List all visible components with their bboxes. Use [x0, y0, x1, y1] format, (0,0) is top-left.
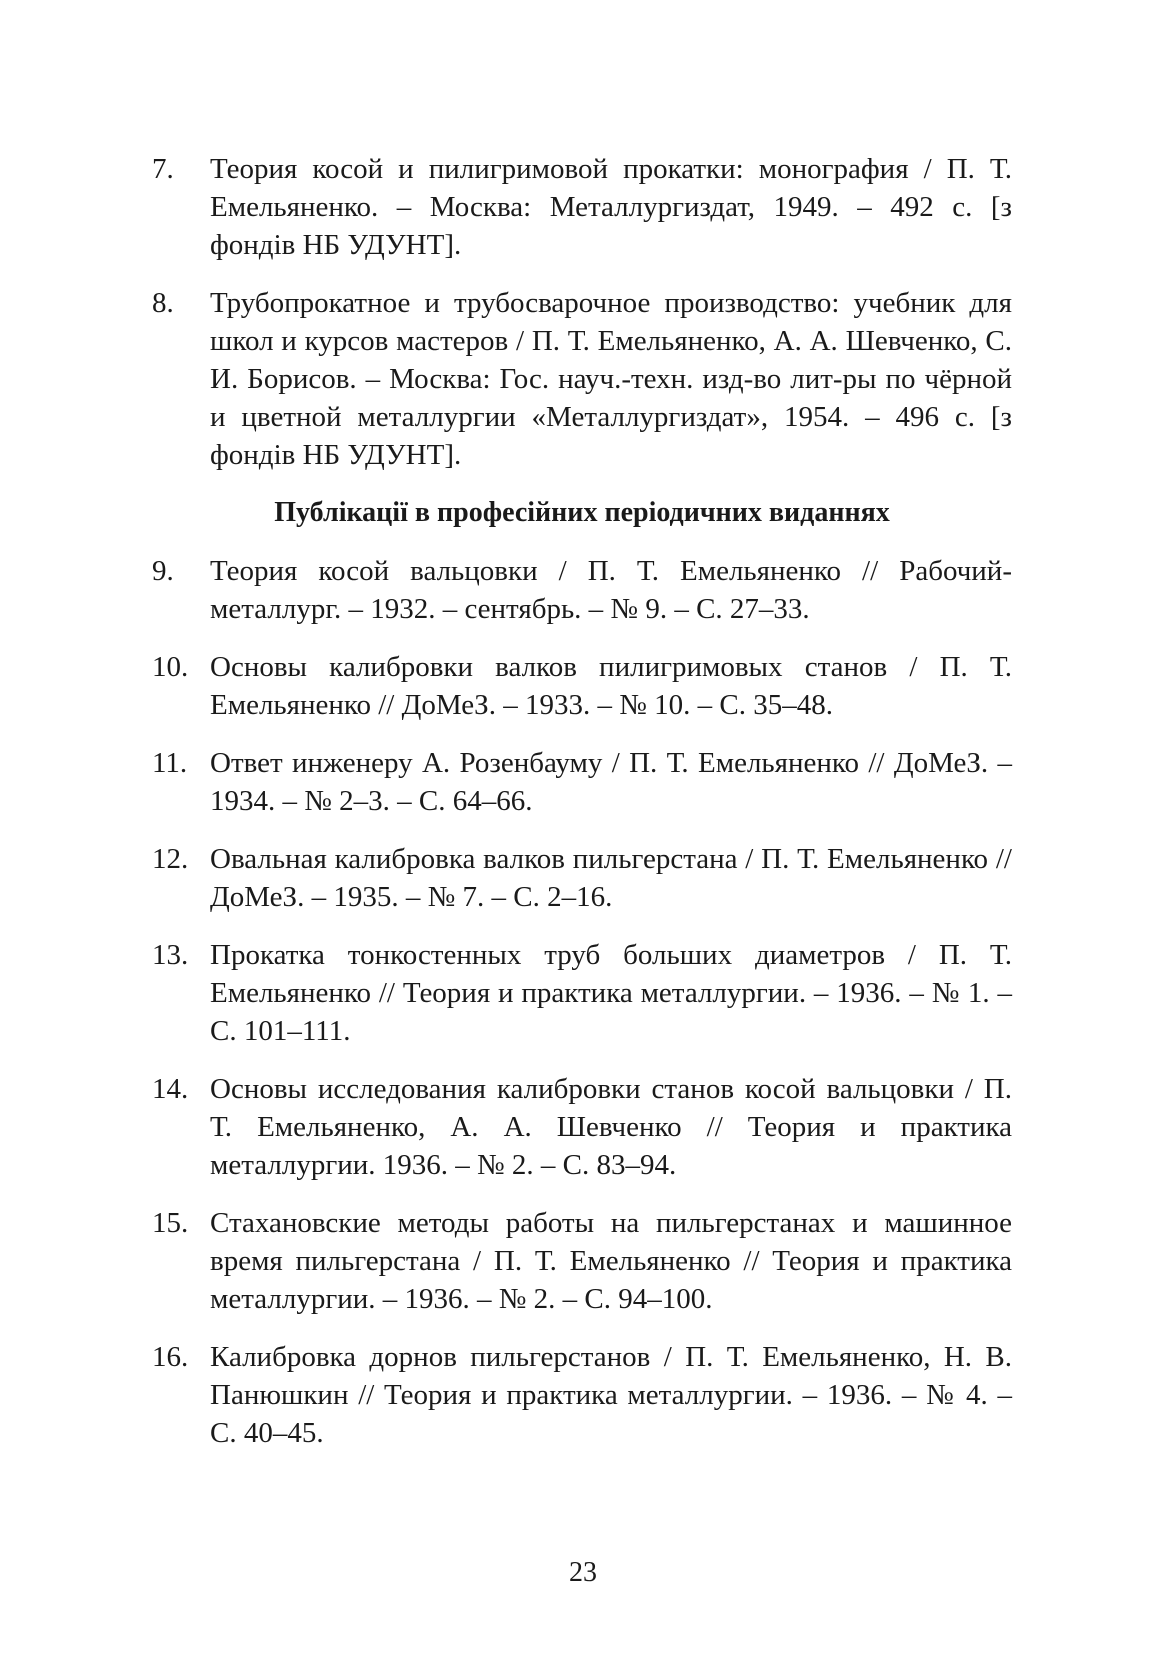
list-item [152, 840, 1012, 916]
bibliography-list-periodicals [152, 552, 1012, 1452]
list-item [152, 552, 1012, 628]
page-number: 23 [569, 1557, 597, 1588]
entry-text: Стахановские методы работы на пильгерстанах и машинное время пильгерстана / П. Т. Емельяненко // Теория и практика металлургии. – 1936. – № 2. – С. 94–100. [210, 1207, 1012, 1315]
list-item [152, 284, 1012, 474]
entry-number: 11. [152, 747, 188, 779]
entry-text: Прокатка тонкостенных труб больших диаметров / П. Т. Емельяненко // Теория и практика металлургии. – 1936. – № 1. – С. 101–111. [210, 939, 1012, 1047]
list-item [152, 1338, 1012, 1452]
entry-text: Теория косой и пилигримовой прокатки: монография / П. Т. Емельяненко. – Москва: Металлургиздат, 1949. – 492 с. [з фондів НБ УДУНТ]. [210, 153, 1012, 261]
section-heading: Публікації в професійних періодичних виданнях [274, 497, 890, 528]
entry-number: 16. [152, 1341, 189, 1373]
entry-text: Теория косой вальцовки / П. Т. Емельяненко // Рабочий-металлург. – 1932. – сентябрь. – № 9. – С. 27–33. [210, 555, 1012, 625]
list-item [152, 744, 1012, 820]
entry-text: Основы калибровки валков пилигримовых станов / П. Т. Емельяненко // ДоМеЗ. – 1933. – № 10. – С. 35–48. [210, 651, 1012, 721]
entry-number: 8. [152, 287, 174, 319]
list-item [152, 648, 1012, 724]
entry-number: 14. [152, 1073, 189, 1105]
entry-text: Трубопрокатное и трубосварочное производство: учебник для школ и курсов мастеров / П. Т. Емельяненко, А. А. Шевченко, С. И. Борисов. – Москва: Гос. науч.-техн. изд-во лит-ры по чёрной и цветной металлургии «Металлургиздат», 1954. – 496 с. [з фондів НБ УДУНТ]. [210, 287, 1012, 471]
list-item [152, 1070, 1012, 1184]
document-page [152, 150, 1012, 1472]
bibliography-list-top [152, 150, 1012, 474]
entry-text: Ответ инженеру А. Розенбауму / П. Т. Емельяненко // ДоМеЗ. – 1934. – № 2–3. – С. 64–66. [210, 747, 1012, 817]
entry-text: Калибровка дорнов пильгерстанов / П. Т. Емельяненко, Н. В. Панюшкин // Теория и практика металлургии. – 1936. – № 4. – С. 40–45. [210, 1341, 1012, 1449]
list-item [152, 1204, 1012, 1318]
list-item [152, 936, 1012, 1050]
entry-text: Основы исследования калибровки станов косой вальцовки / П. Т. Емельяненко, А. А. Шевченко // Теория и практика металлургии. 1936. – № 2. – С. 83–94. [210, 1073, 1012, 1181]
entry-text: Овальная калибровка валков пильгерстана / П. Т. Емельяненко // ДоМеЗ. – 1935. – № 7. – С. 2–16. [210, 843, 1012, 913]
entry-number: 13. [152, 939, 189, 971]
entry-number: 15. [152, 1207, 189, 1239]
entry-number: 10. [152, 651, 189, 683]
entry-number: 7. [152, 153, 174, 185]
entry-number: 9. [152, 555, 174, 587]
entry-number: 12. [152, 843, 189, 875]
list-item [152, 150, 1012, 264]
